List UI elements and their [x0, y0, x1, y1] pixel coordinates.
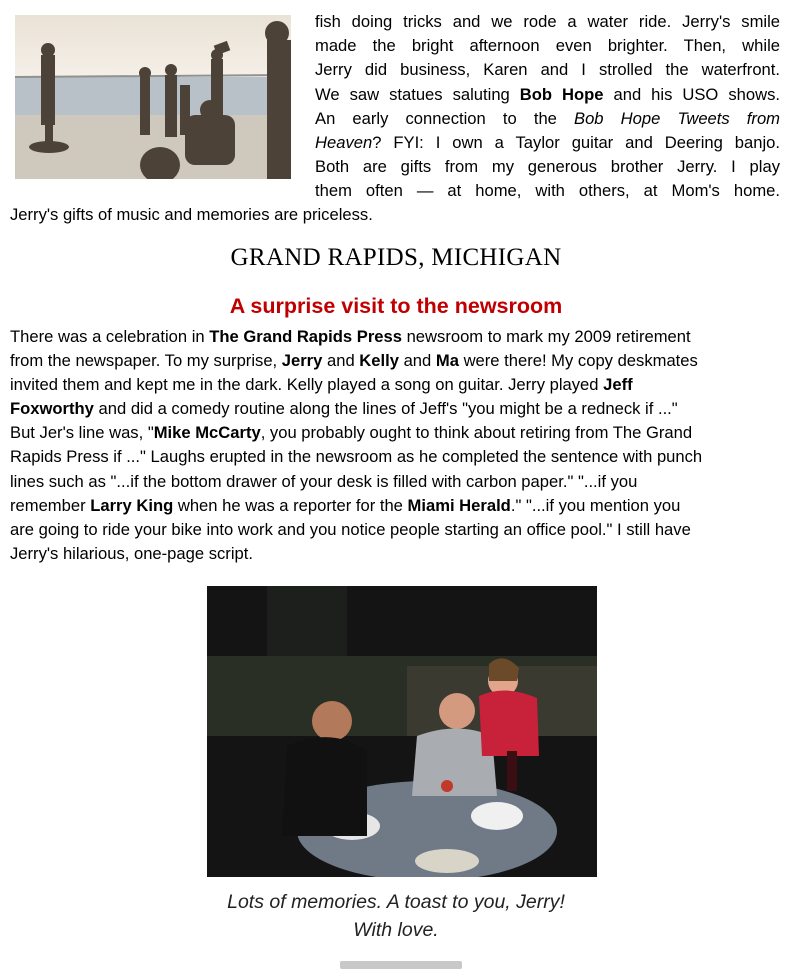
statues-photo-drawing: [15, 15, 291, 179]
section-subtitle: A surprise visit to the newsroom: [229, 294, 563, 318]
story-text: , you probably ought to think about retiring from The Grand: [260, 423, 693, 443]
story-line: [10, 421, 785, 445]
caption-line: With love.: [353, 919, 439, 941]
story-line: Jerry's hilarious, one-page script.: [10, 543, 253, 563]
newspaper-name-bold: Miami Herald: [407, 495, 511, 515]
name-bold: Jerry: [281, 351, 323, 371]
book-title-italic: Heaven: [315, 133, 373, 153]
story-text: invited them and kept me in the dark. Kelly played a song on guitar. Jerry played: [10, 375, 604, 395]
story-line: [10, 349, 785, 373]
story-text: when he was a reporter for the: [173, 495, 408, 515]
book-title-italic: Bob Hope Tweets from: [574, 108, 780, 128]
newspaper-name-bold: The Grand Rapids Press: [209, 327, 402, 346]
statues-photo: [15, 15, 291, 179]
intro-line: fish doing tricks and we rode a water ride. Jerry's smile: [315, 12, 780, 31]
story-line: [10, 325, 785, 349]
name-bold: Mike McCarty: [153, 423, 261, 443]
horizontal-scrollbar[interactable]: [340, 961, 462, 969]
story-text: ." "...if you mention you: [510, 495, 681, 515]
name-bold: Foxworthy: [10, 399, 94, 419]
intro-text: An early connection to the: [315, 108, 575, 128]
story-line: lines such as "...if the bottom drawer of your desk is filled with carbon paper." "...if you: [10, 471, 638, 491]
intro-text: and his USO shows.: [603, 84, 780, 104]
story-line: [10, 397, 785, 421]
intro-text: We saw statues saluting: [315, 84, 520, 104]
name-bold: Jeff: [603, 375, 633, 395]
intro-line: Jerry did business, Karen and I strolled the waterfront.: [315, 60, 780, 80]
story-text: and did a comedy routine along the lines of Jeff's "you might be a redneck if ...": [93, 399, 678, 419]
name-bold: Kelly: [359, 351, 399, 371]
name-bold: Ma: [435, 351, 459, 371]
intro-line: [315, 83, 780, 107]
dinner-toast-photo: [207, 586, 597, 877]
story-line: are going to ride your bike into work and you notice people starting an office pool." I still have: [10, 519, 691, 539]
intro-paragraph: [315, 10, 780, 204]
story-line: [10, 494, 785, 518]
story-text: were there! My copy deskmates: [458, 351, 698, 371]
story-text: and: [398, 351, 436, 371]
intro-line: made the bright afternoon even brighter. Then, while: [315, 36, 780, 56]
intro-line: [315, 107, 780, 131]
name-bold: Larry King: [90, 495, 174, 515]
story-paragraph: [10, 325, 785, 566]
photo-caption: [0, 888, 792, 944]
intro-line: [315, 131, 780, 155]
story-text: But Jer's line was, ": [10, 423, 154, 443]
section-title: GRAND RAPIDS, MICHIGAN: [230, 244, 562, 271]
intro-line: them often — at home, with others, at Mom's home.: [315, 181, 780, 201]
story-text: newsroom to mark my 2009 retirement: [401, 327, 691, 346]
story-text: from the newspaper. To my surprise,: [10, 351, 282, 371]
story-line: [10, 373, 785, 397]
bob-hope-bold: Bob Hope: [519, 84, 604, 104]
story-line: Rapids Press if ..." Laughs erupted in the newsroom as he completed the sentence with punch: [10, 447, 703, 467]
intro-last-line: Jerry's gifts of music and memories are priceless.: [10, 205, 373, 224]
story-text: remember: [10, 495, 91, 515]
intro-text: ? FYI: I own a Taylor guitar and Deering banjo.: [372, 133, 780, 153]
caption-line: Lots of memories. A toast to you, Jerry!: [227, 891, 565, 913]
story-text: and: [322, 351, 360, 371]
story-text: There was a celebration in: [10, 327, 210, 346]
intro-line: Both are gifts from my generous brother Jerry. I play: [315, 157, 780, 177]
dinner-toast-photo-drawing: [207, 586, 597, 877]
